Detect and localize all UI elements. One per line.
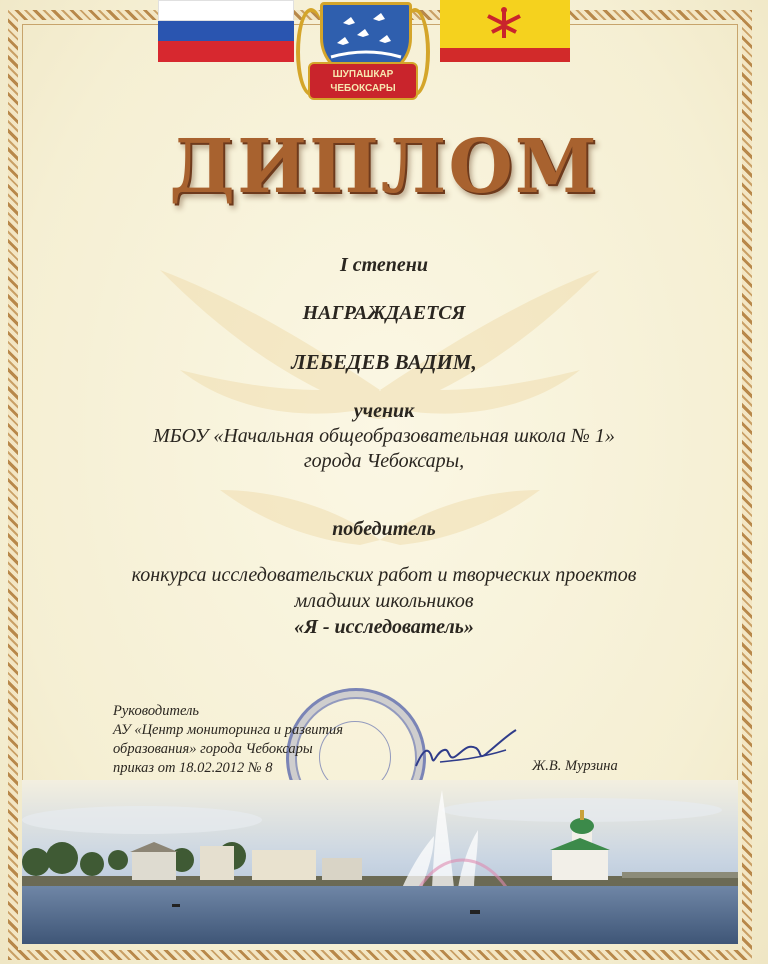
coat-ribbon-line2: ЧЕБОКСАРЫ — [330, 83, 396, 94]
city-text: города Чебоксары, — [303, 450, 465, 472]
diploma-title: ДИПЛОМ — [169, 124, 599, 210]
russia-flag-icon — [158, 0, 294, 62]
contest-line-1: конкурса исследовательских работ и творческих проектов — [131, 564, 637, 586]
handwritten-signature-icon — [410, 722, 520, 782]
signatory-line-2: АУ «Центр мониторинга и развития — [113, 722, 343, 738]
awarded-text: НАГРАЖДАЕТСЯ — [302, 302, 466, 324]
contest-name: «Я - исследователь» — [294, 616, 474, 638]
signatory-line-3: образования» города Чебоксары — [113, 741, 313, 757]
school-name: МБОУ «Начальная общеобразовательная школа № 1» — [153, 425, 615, 447]
degree-text: I степени — [339, 254, 429, 276]
coat-ribbon-line1: ШУПАШКАР — [332, 69, 394, 80]
contest-line-2: младших школьников — [294, 590, 474, 612]
recipient-name: ЛЕБЕДЕВ ВАДИМ, — [291, 350, 477, 374]
cheboksary-panorama-image — [22, 780, 738, 944]
signatory-name: Ж.В. Мурзина — [532, 758, 618, 774]
cheboksary-coat-of-arms-icon — [282, 0, 444, 108]
signatory-line-1: Руководитель — [113, 703, 199, 719]
chuvashia-flag-icon — [440, 0, 570, 62]
signatory-block — [113, 702, 343, 778]
status-text: победитель — [332, 518, 436, 540]
role-text: ученик — [353, 400, 415, 422]
signatory-line-4: приказ от 18.02.2012 № 8 — [113, 760, 273, 776]
